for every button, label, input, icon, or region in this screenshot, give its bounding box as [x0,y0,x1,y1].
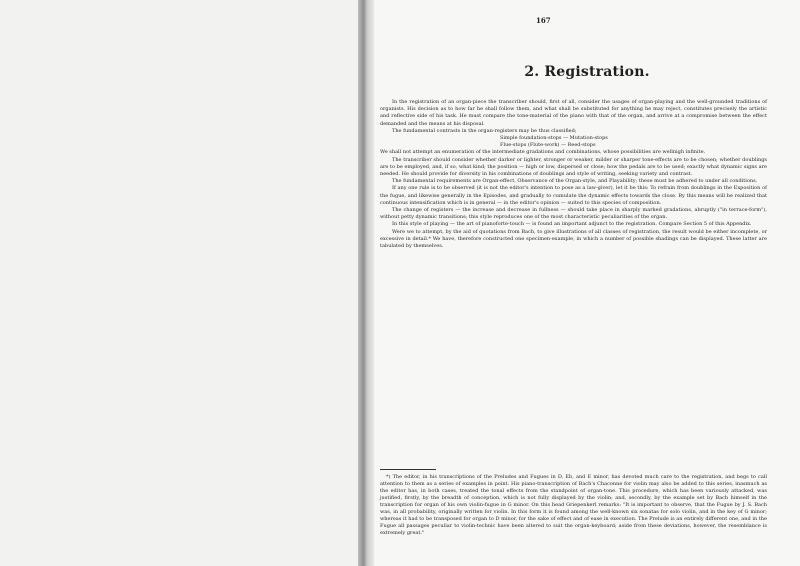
paragraph: In the registration of an organ-piece the transcriber should, first of all, consider the usages of organ-playing and the well-grounded traditions of organists. His decision as to how far he shall follow them, and what shall be substituted for anything he may reject, constitutes precisely the artistic and reflective side of his task. He must compare the tone-material of the piano with that of the organ, and arrive at a compromise between the effect demanded and the means at his disposal. [380,99,767,127]
book-binding-shadow [358,0,374,566]
section-heading: 2. Registration. [524,64,650,80]
paragraph: The transcriber should consider whether darker or lighter, stronger or weaker, milder or sharper tone-effects are to be chosen; whether doublings are to be employed, and, if so, what kind; the position — high or low, dispersed or close; how the pedals are to be used; exactly what dynamic signs are needed. He should provide for diversity in his combinations of doublings and style of writing, seeking variety and contrast. [380,156,767,178]
footnote [380,474,767,537]
paragraph: If any one rule is to be observed (it is not the editor's intention to pose as a law-giver), let it be this: To refrain from doublings in the Exposition of the fugue, and likewise generally in the Episodes, and gradually to cumulate the dynamic effects towards the close. By this means will be realized that continuous intensification which is in general — in the editor's opinion — suited to this species of composition. [380,185,767,206]
paragraph: The fundamental requirements are Organ-effect, Observance of the Organ-style, and Playability; these must be adhered to under all conditions. [392,178,758,185]
contrast-line: Simple foundation-stops — Mutation-stops [500,135,608,142]
paragraph: The fundamental contrasts in the organ-registers may be thus classified; [392,127,577,134]
paragraph: Were we to attempt, by the aid of quotations from Bach, to give illustrations of all classes of registration, the result would be either incomplete, or excessive in detail.* We have, therefore constructed one specimen-example, in which a number of possible shadings can be displayed. These latter are tabulated by themselves. [380,228,767,250]
paragraph: We shall not attempt an enumeration of the intermediate gradations and combinations, whose possibilities are wellnigh infinite. [380,149,706,156]
paragraph: In this style of playing — the art of pianoforte-touch — is found an important adjunct to the registration. Compare Section 5 of this Appendix. [392,221,752,228]
contrast-line: Flue-stops (Flute-work) — Reed-stops [500,142,596,149]
page-number: 167 [536,16,551,25]
footnote-divider [380,469,436,470]
body-text [380,99,767,250]
register-contrasts [500,135,767,149]
paragraph: The change of registers — the increase and decrease in fullness — should take place in sharply marked gradations, abruptly ("in terrace-form"), without petty dynamic transitions; this style reproduces one of the most characteristic peculiarities of the organ. [380,207,767,221]
footnote-text: *) The editor, in his transcriptions of the Preludes and Fugues in D, Eb, and E minor, has devoted much care to the registration, and begs to call attention to them as a series of examples in point. His piano-transcription of Bach's Chaconne for violin may also be added to this series, inasmuch as the editor has, in both cases, treated the tonal effects from the standpoint of organ-tone. This procedure, which has been variously attacked, was justified, firstly, by the breadth of conception, which is not fully displayed by the violin; and, secondly, by the example set by Bach himself in the transcription for organ of his own violin-fugue in G minor. On this head Griepenkerl remarks: "It is important to observe, that the Fugue by J. S. Bach was, in all probability, originally written for violin. In this form it is found among the well-known six sonatas for solo violin, and in the key of G minor; whereas it had to be transposed for organ to D minor, for the sake of effect and of ease in execution. The Prelude is an entirely different one, and in the Fugue all passages peculiar to violin-technic have been altered to suit the organ-keyboard; aside from these deviations, however, the resemblance is extremely great." [380,474,767,536]
